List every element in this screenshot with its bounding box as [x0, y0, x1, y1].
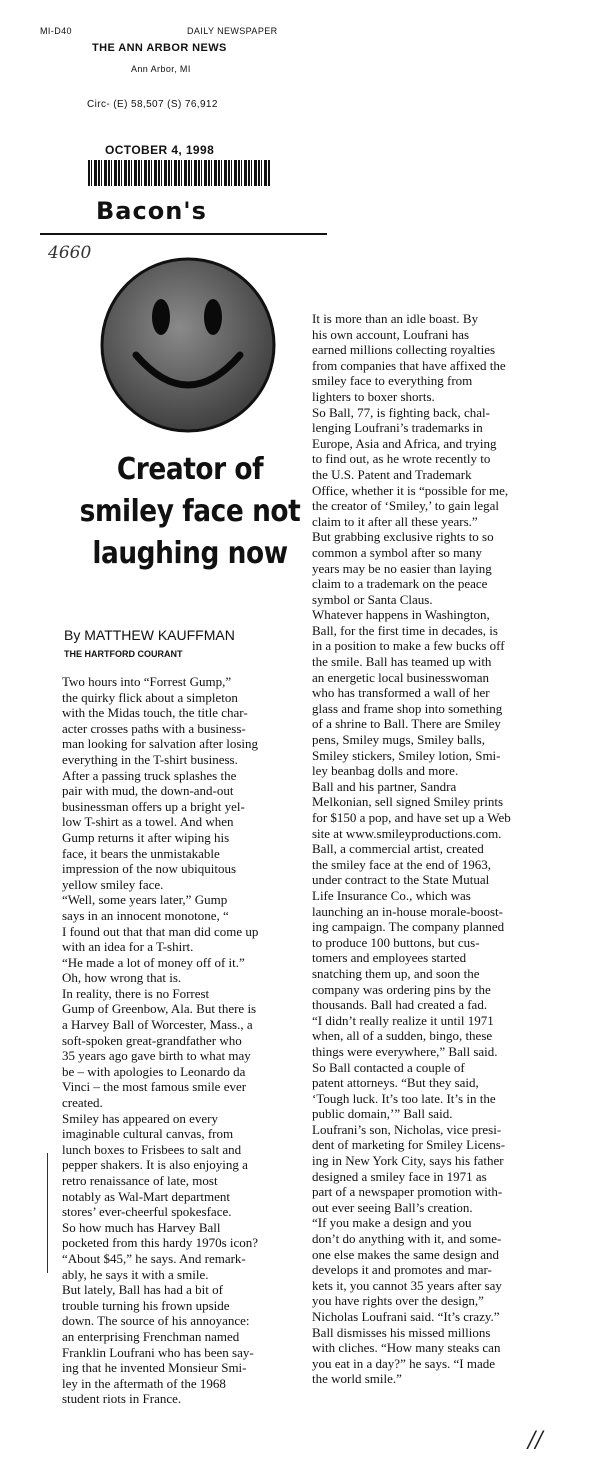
article-line: tomers and employees started: [312, 950, 467, 966]
article-line: a Harvey Ball of Worcester, Mass., a: [62, 1017, 253, 1033]
newspaper-city: Ann Arbor, MI: [131, 64, 191, 74]
article-line: company was ordering pins by the: [312, 981, 491, 997]
article-line: Vinci – the most famous smile ever: [62, 1079, 247, 1095]
article-column-2: [312, 311, 511, 1387]
article-line: the U.S. Patent and Trademark: [312, 466, 472, 482]
bacons-logo: Bacon's: [96, 197, 207, 225]
end-mark: //: [528, 1428, 543, 1453]
article-line: to find out, as he wrote recently to: [312, 451, 491, 467]
article-line: the creator of ‘Smiley,’ to gain legal: [312, 498, 499, 514]
article-line: under contract to the State Mutual: [312, 872, 490, 888]
article-line: says in an innocent monotone, “: [62, 907, 229, 923]
article-line: from companies that have affixed the: [312, 357, 506, 373]
article-line: businessman offers up a bright yel-: [62, 798, 245, 814]
article-line: Life Insurance Co., which was: [312, 887, 471, 903]
article-line: don’t do anything with it, and some-: [312, 1231, 502, 1247]
article-line: Europe, Asia and Africa, and trying: [312, 435, 497, 451]
article-line: Whatever happens in Washington,: [312, 607, 490, 623]
article-line: ing that he invented Monsieur Smi-: [62, 1360, 247, 1376]
publication-date: OCTOBER 4, 1998: [105, 143, 215, 157]
article-line: who has transformed a wall of her: [312, 685, 490, 701]
article-line: Oh, how wrong that is.: [62, 970, 182, 986]
headline-line-3: laughing now: [92, 536, 288, 571]
article-line: smiley face to everything from: [312, 373, 473, 389]
article-line: low T-shirt as a towel. And when: [62, 814, 234, 830]
article-line: snatching them up, and soon the: [312, 965, 480, 981]
clipping-type: DAILY NEWSPAPER: [187, 26, 278, 36]
article-line: you have rights over the design,”: [312, 1293, 484, 1309]
article-line: lunch boxes to Frisbees to salt and: [62, 1141, 242, 1157]
article-line: Ball, for the first time in decades, is: [312, 622, 498, 638]
article-line: ing campaign. The company planned: [312, 919, 505, 935]
article-line: ably, he says it with a smile.: [62, 1266, 209, 1282]
article-line: ley in the aftermath of the 1968: [62, 1375, 226, 1391]
article-line: “I didn’t really realize it until 1971: [312, 1012, 494, 1028]
article-line: dent of marketing for Smiley Licens-: [312, 1137, 506, 1153]
article-line: pocketed from this hardy 1970s icon?: [62, 1235, 259, 1251]
article-line: kets it, you cannot 35 years after say: [312, 1277, 502, 1293]
headline-line-1: Creator of: [116, 452, 264, 487]
headline: [69, 449, 312, 575]
article-line: face, it bears the unmistakable: [62, 845, 220, 861]
article-line: the quirky flick about a simpleton: [62, 689, 238, 705]
article-line: designed a smiley face in 1971 as: [312, 1168, 487, 1184]
article-line: develops it and promotes and mar-: [312, 1262, 492, 1278]
article-line: be – with apologies to Leonardo da: [62, 1063, 246, 1079]
article-line: launching an in-house morale-boost-: [312, 903, 503, 919]
article-line: site at www.smileyproductions.com.: [312, 825, 502, 841]
article-line: “Well, some years later,” Gump: [62, 892, 228, 908]
article-line: impression of the now ubiquitous: [62, 861, 237, 877]
article-line: I found out that that man did come up: [62, 923, 259, 939]
article-line: claim to a trademark on the peace: [312, 576, 488, 592]
article-line: Ball dismisses his missed millions: [312, 1324, 491, 1340]
margin-mark: [47, 1153, 48, 1273]
article-line: pepper shakers. It is also enjoying a: [62, 1157, 248, 1173]
article-line: Two hours into “Forrest Gump,”: [62, 674, 232, 689]
article-line: everything in the T-shirt business.: [62, 751, 238, 767]
clipping-code: MI-D40: [40, 26, 72, 36]
article-line: when, all of a sudden, bingo, these: [312, 1028, 493, 1044]
article-line: retro renaissance of late, most: [62, 1173, 218, 1188]
article-line: to produce 100 buttons, but cus-: [312, 934, 480, 950]
article-line: with an idea for a T-shirt.: [62, 939, 194, 955]
article-column-1: [62, 674, 258, 1407]
article-line: part of a newspaper promotion with-: [312, 1184, 503, 1200]
article-line: the smile. Ball has teamed up with: [312, 654, 492, 670]
article-line: with cliches. “How many steaks can: [312, 1340, 501, 1356]
article-line: public domain,’” Ball said.: [312, 1106, 453, 1122]
article-line: earned millions collecting royalties: [312, 342, 496, 358]
article-line: common a symbol after so many: [312, 544, 483, 560]
article-line: down. The source of his annoyance:: [62, 1313, 250, 1329]
article-line: for $150 a pop, and have set up a Web: [312, 810, 511, 825]
article-line: Melkonian, sell signed Smiley prints: [312, 794, 504, 810]
smiley-face-image: [98, 255, 278, 435]
article-line: things were everywhere,” Ball said.: [312, 1043, 498, 1059]
article-line: patent attorneys. “But they said,: [312, 1075, 479, 1091]
article-line: ‘Tough luck. It’s too late. It’s in the: [312, 1090, 496, 1106]
article-line: stores’ ever-cheerful spokesface.: [62, 1204, 232, 1220]
article-line: glass and frame shop into something: [312, 700, 503, 716]
article-line: created.: [62, 1095, 103, 1111]
article-line: In reality, there is no Forrest: [62, 985, 210, 1001]
article-line: yellow smiley face.: [62, 876, 164, 892]
article-line: It is more than an idle boast. By: [312, 311, 479, 326]
article-line: symbol or Santa Claus.: [312, 591, 433, 607]
article-line: ing in New York City, says his father: [312, 1153, 504, 1169]
article-line: So Ball, 77, is fighting back, chal-: [312, 404, 491, 420]
article-line: “If you make a design and you: [312, 1215, 472, 1231]
article-line: with the Midas touch, the title char-: [62, 705, 248, 721]
article-line: one else makes the same design and: [312, 1246, 499, 1262]
article-line: in a position to make a few bucks off: [312, 638, 505, 654]
circulation: Circ- (E) 58,507 (S) 76,912: [87, 99, 218, 110]
article-line: Ball and his partner, Sandra: [312, 778, 457, 794]
article-line: you eat in a day?” he says. “I made: [312, 1355, 496, 1371]
article-line: acter crosses paths with a business-: [62, 720, 246, 736]
article-line: Ball, a commercial artist, created: [312, 841, 484, 857]
article-line: soft-spoken great-grandfather who: [62, 1032, 242, 1048]
divider-rule: [40, 233, 327, 235]
article-line: trouble turning his frown upside: [62, 1297, 230, 1313]
article-line: pair with mud, the down-and-out: [62, 783, 234, 799]
article-line: Office, whether it is “possible for me,: [312, 482, 509, 498]
article-line: the world smile.”: [312, 1371, 402, 1387]
article-line: So how much has Harvey Ball: [62, 1219, 221, 1235]
source-credit: THE HARTFORD COURANT: [64, 649, 183, 659]
article-line: the smiley face at the end of 1963,: [312, 856, 492, 872]
headline-line-2: smiley face not: [79, 494, 301, 529]
article-line: imaginable cultural canvas, from: [62, 1126, 234, 1142]
article-line: an energetic local businesswoman: [312, 669, 490, 685]
article-line: thousands. Ball had created a fad.: [312, 997, 488, 1013]
article-line: notably as Wal-Mart department: [62, 1188, 231, 1204]
article-line: After a passing truck splashes the: [62, 767, 237, 783]
article-line: lenging Loufrani’s trademarks in: [312, 420, 483, 436]
article-line: ley beanbag dolls and more.: [312, 763, 459, 779]
article-line: his own account, Loufrani has: [312, 326, 470, 342]
article-line: Loufrani’s son, Nicholas, vice presi-: [312, 1121, 502, 1137]
article-line: student riots in France.: [62, 1391, 182, 1407]
article-line: So Ball contacted a couple of: [312, 1059, 465, 1075]
article-line: Smiley has appeared on every: [62, 1110, 218, 1126]
article-line: Nicholas Loufrani said. “It’s crazy.”: [312, 1309, 500, 1324]
article-line: But grabbing exclusive rights to so: [312, 529, 494, 545]
article-line: claim to it after all these years.”: [312, 513, 478, 529]
newspaper-name: THE ANN ARBOR NEWS: [92, 42, 227, 54]
article-line: Franklin Loufrani who has been say-: [62, 1344, 254, 1360]
barcode: [88, 160, 270, 186]
article-line: Gump of Greenbow, Ala. But there is: [62, 1001, 257, 1017]
article-line: Smiley stickers, Smiley lotion, Smi-: [312, 747, 501, 763]
byline: By MATTHEW KAUFFMAN: [64, 627, 235, 643]
article-line: years may be no easier than laying: [312, 560, 492, 576]
article-line: out ever seeing Ball’s creation.: [312, 1199, 473, 1215]
article-line: But lately, Ball has had a bit of: [62, 1282, 223, 1298]
article-line: “He made a lot of money off of it.”: [62, 954, 245, 970]
handwritten-note: 4660: [48, 243, 92, 263]
article-line: of a shrine to Ball. There are Smiley: [312, 716, 501, 732]
article-line: an enterprising Frenchman named: [62, 1328, 240, 1344]
article-line: pens, Smiley mugs, Smiley balls,: [312, 732, 485, 748]
article-line: lighters to boxer shorts.: [312, 388, 435, 404]
article-line: Gump returns it after wiping his: [62, 829, 230, 845]
article-line: man looking for salvation after losing: [62, 736, 259, 752]
article-line: 35 years ago gave birth to what may: [62, 1048, 251, 1064]
article-line: “About $45,” he says. And remark-: [62, 1250, 246, 1266]
